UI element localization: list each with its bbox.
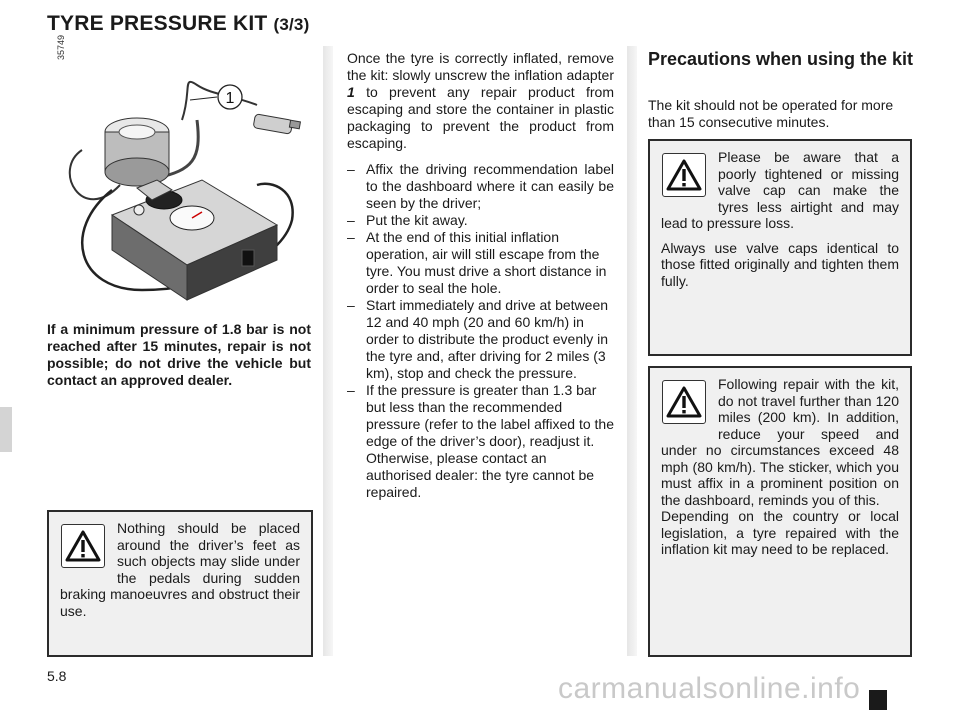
list-dash: – (347, 212, 355, 228)
list-item-text: Start immediately and drive at between 12 and 40 mph (20 and 60 km/h) in order to distribute the product evenly in the tyre and, after driving for 2 miles (3 km), stop and check the pressure. (366, 297, 609, 381)
warning-text: Always use valve caps identical to those fitted originally and tighten them fully. (661, 239, 899, 289)
warning-text: Depending on the country or local legislation, a tyre repaired with the inflation kit may need to be replaced. (661, 508, 899, 557)
precautions-heading: Precautions when using the kit (648, 49, 914, 69)
warning-triangle-icon (61, 524, 105, 568)
watermark: carmanualsonline.info (558, 672, 861, 705)
tyre-pressure-kit-illustration (42, 50, 312, 310)
intro-text-2: to prevent any repair product from escaping and store the container in plastic packaging to prevent the product from escaping. (347, 84, 614, 151)
list-item-text: Put the kit away. (366, 212, 468, 228)
middle-column (347, 50, 614, 501)
section-tab-marker (0, 407, 12, 452)
intro-reference: 1 (347, 84, 355, 100)
figure-reference: 35749 (56, 34, 66, 60)
callout-leader (190, 97, 217, 100)
removal-instructions (347, 50, 614, 152)
list-item (347, 297, 614, 382)
instruction-list (347, 161, 614, 501)
page-corner-mark (869, 690, 887, 710)
callout-label: 1 (225, 90, 235, 107)
list-dash: – (347, 229, 355, 245)
column-divider-right (627, 46, 637, 656)
list-dash: – (347, 297, 355, 313)
warning-triangle-icon (662, 380, 706, 424)
list-item-text: If the pressure is greater than 1.3 bar but less than the recommended pressure (refer to the label affixed to the edge of the driver’s door), readjust it. Otherwise, please contact an authorised dealer: the tyre cannot be repaired. (366, 382, 614, 500)
warning-text: Following repair with the kit, do not travel further than 120 miles (200 km). In addition, reduce your speed and under no circumstances exceed 48 mph (80 km/h). The sticker, which you must affix in a prominent position on the dashboard, reminds you of this. (661, 376, 899, 508)
list-item (347, 382, 614, 501)
page-title (47, 12, 309, 36)
list-item (347, 161, 614, 212)
lighter-plug (253, 114, 300, 134)
warning-text: Nothing should be placed around the driver’s feet as such objects may slide under the pedals during sudden braking manoeuvres and obstruct their use. (60, 520, 300, 619)
intro-text-1: Once the tyre is correctly inflated, remove the kit: slowly unscrew the inflation adapter (347, 50, 614, 83)
sealant-container (105, 118, 169, 186)
list-item (347, 212, 614, 229)
page-number: 5.8 (47, 668, 67, 684)
column-divider-left (323, 46, 333, 656)
precautions-intro: The kit should not be operated for more than 15 consecutive minutes. (648, 97, 894, 130)
list-item-text: Affix the driving recommendation label to the dashboard where it can easily be seen by the driver; (366, 161, 614, 211)
title-text: TYRE PRESSURE KIT (47, 12, 268, 35)
warning-box-pedals (47, 510, 313, 657)
list-item-text: At the end of this initial inflation operation, air will still escape from the tyre. You must drive a short distance in order to seal the hole. (366, 229, 607, 296)
title-part-indicator: (3/3) (273, 15, 310, 34)
list-dash: – (347, 161, 355, 177)
warning-box-after-repair (648, 366, 912, 657)
warning-text: Please be aware that a poorly tightened or missing valve cap can make the tyres less airtight and may lead to pressure loss. (661, 149, 899, 231)
compressor-unit (112, 180, 277, 300)
list-dash: – (347, 382, 355, 398)
warning-triangle-icon (662, 153, 706, 197)
minimum-pressure-notice: If a minimum pressure of 1.8 bar is not reached after 15 minutes, repair is not possible; do not drive the vehicle but contact an approved dealer. (47, 321, 311, 388)
warning-box-valve-caps (648, 139, 912, 356)
list-item (347, 229, 614, 297)
